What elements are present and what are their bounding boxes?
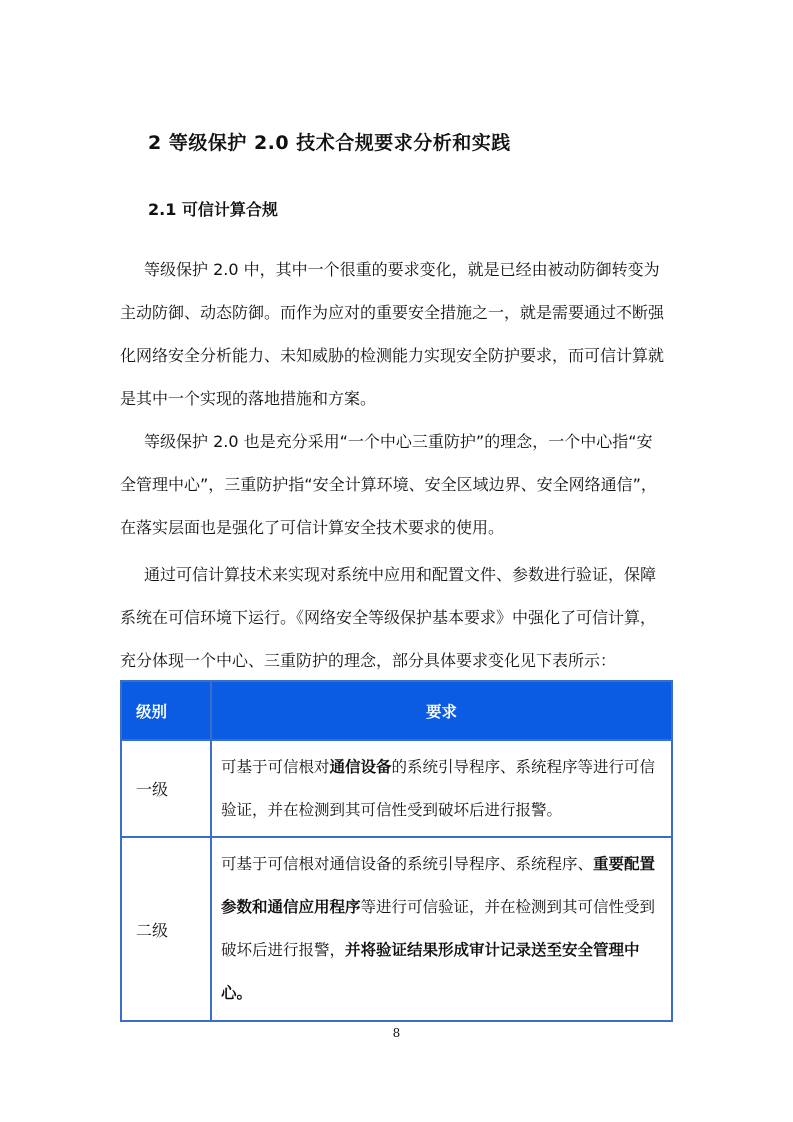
page-number: 8 (392, 1026, 401, 1040)
paragraph-line: 充分体现一个中心、三重防护的理念，部分具体要求变化见下表所示： (120, 651, 617, 670)
paragraph-1 (120, 248, 680, 420)
paragraph-line: 全管理中心”，三重防护指“安全计算环境、安全区域边界、安全网络通信”， (120, 475, 657, 494)
requirement-line (221, 929, 661, 972)
requirement-cell (211, 837, 672, 1021)
paragraph-2 (120, 420, 680, 549)
paragraph-line: 是其中一个实现的落地措施和方案。 (120, 389, 377, 408)
text-run: 可基于可信根对通信设备的系统引导程序、系统程序、 (221, 855, 594, 873)
header-level: 级别 (121, 681, 211, 740)
text-run: 破坏后进行报警， (221, 941, 346, 959)
level-cell: 二级 (121, 837, 211, 1021)
paragraph-line: 等级保护 2.0 中，其中一个很重的要求变化，就是已经由被动防御转变为 (144, 260, 660, 279)
text-run: 验证，并在检测到其可信性受到破坏后进行报警。 (221, 800, 563, 819)
paragraph-line: 通过可信计算技术来实现对系统中应用和配置文件、参数进行验证，保障 (144, 565, 657, 584)
paragraph-line: 在落实层面也是强化了可信计算安全技术要求的使用。 (120, 518, 505, 537)
table-row (121, 740, 672, 837)
section-heading: 2 等级保护 2.0 技术合规要求分析和实践 (148, 132, 511, 154)
paragraph-line: 等级保护 2.0 也是充分采用“一个中心三重防护”的理念，一个中心指“安 (144, 432, 653, 451)
bold-text: 并将验证结果形成审计记录送至安全管理中 (345, 941, 640, 959)
text-run: 的系统引导程序、系统程序等进行可信 (391, 757, 656, 776)
text-run: 可基于可信根对 (221, 757, 330, 776)
table-row (121, 837, 672, 1021)
paragraph-line: 化网络安全分析能力、未知威胁的检测能力实现安全防护要求，而可信计算就 (120, 346, 665, 365)
bold-text: 重要配置 (593, 855, 656, 873)
bold-text: 心。 (221, 984, 253, 1002)
text-run: 等进行可信验证，并在检测到其可信性受到 (360, 898, 656, 916)
requirements-table (120, 680, 673, 1022)
table-header-row (121, 681, 672, 740)
paragraph-3 (120, 553, 680, 682)
paragraph-line: 系统在可信环境下运行。《网络安全等级保护基本要求》中强化了可信计算， (120, 608, 657, 627)
level-cell: 一级 (121, 740, 211, 837)
header-requirement: 要求 (211, 681, 672, 740)
requirement-line (221, 746, 661, 789)
requirement-line (221, 843, 661, 886)
requirement-line (221, 972, 661, 1015)
requirement-cell (211, 740, 672, 837)
requirement-line (221, 789, 661, 832)
subsection-heading: 2.1 可信计算合规 (148, 200, 278, 219)
bold-text: 参数和通信应用程序 (221, 898, 361, 916)
requirement-line (221, 886, 661, 929)
bold-text: 通信设备 (329, 757, 392, 776)
paragraph-line: 主动防御、动态防御。而作为应对的重要安全措施之一，就是需要通过不断强 (120, 303, 665, 322)
